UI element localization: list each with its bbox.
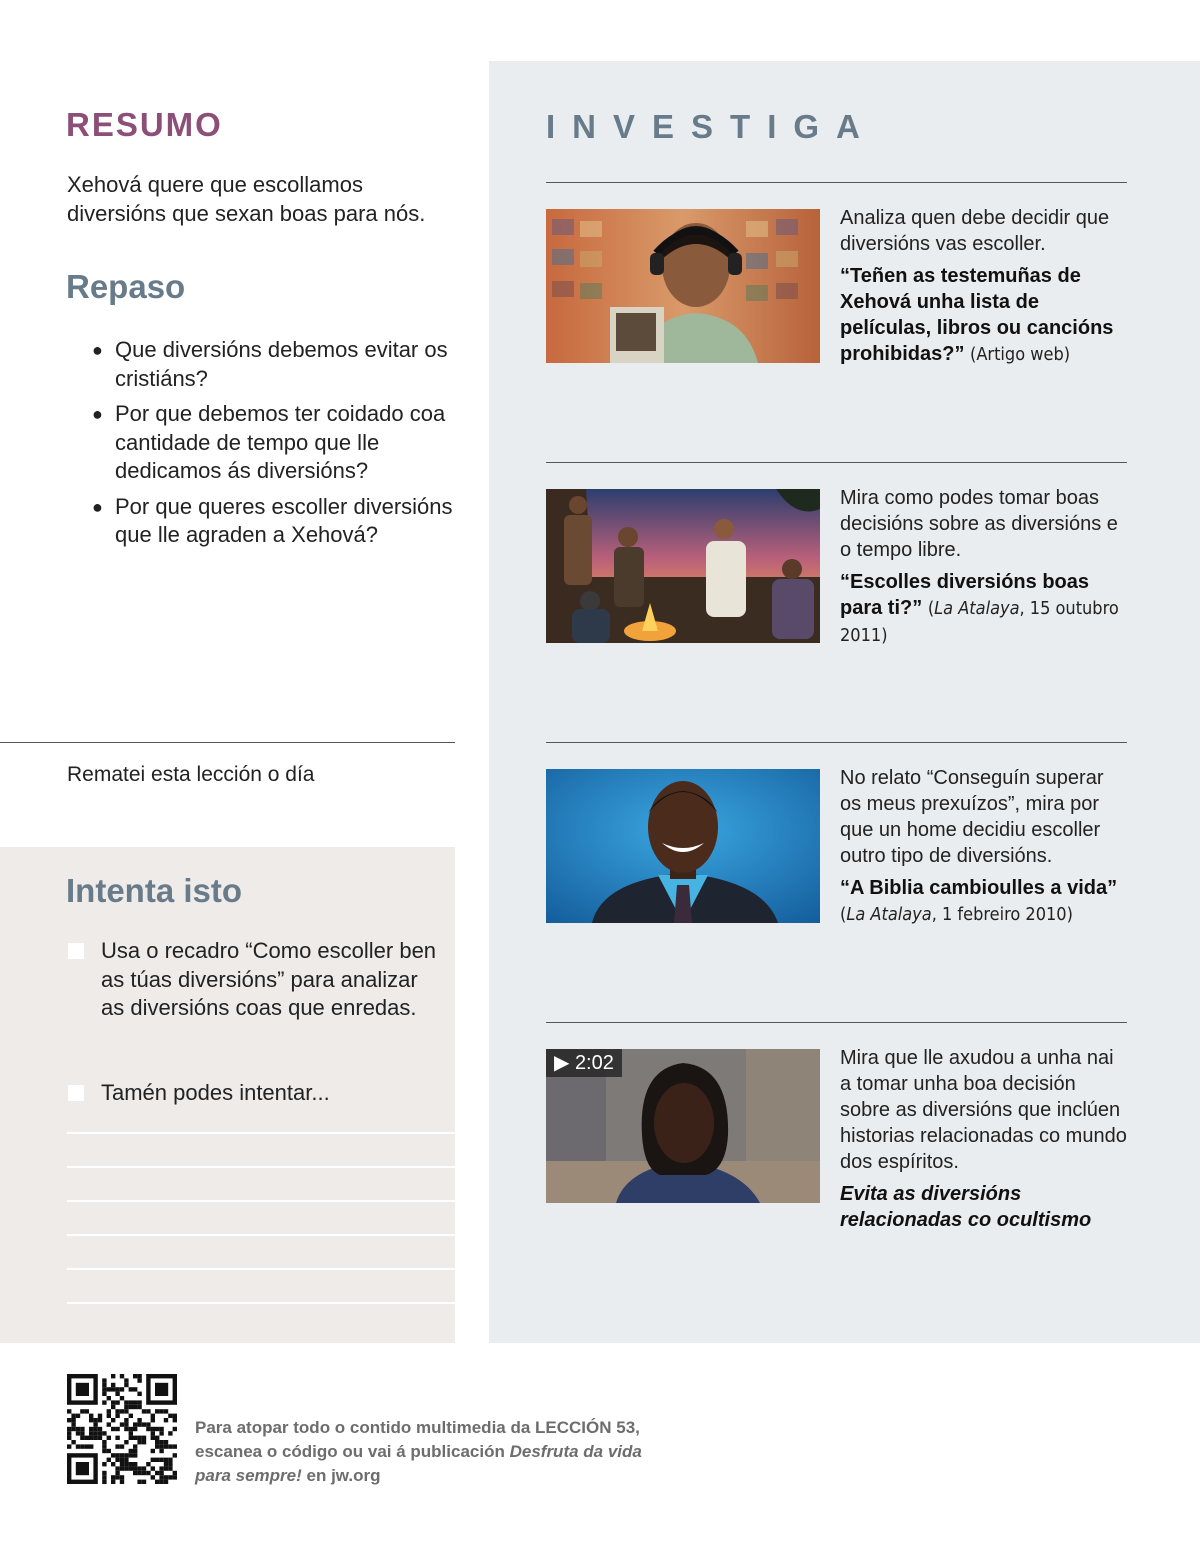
writing-line[interactable]: [67, 1132, 455, 1134]
qr-code-graphic: [67, 1374, 177, 1484]
research-divider: [546, 1022, 1127, 1023]
thumbnail-image: [546, 769, 820, 923]
completion-date-label: Rematei esta lección o día: [67, 763, 315, 786]
entry-description: No relato “Conseguín superar os meus prexuízos”, mira por que un home decidiu escoller outro tipo de diversións.: [840, 767, 1104, 867]
qr-code-icon[interactable]: [67, 1374, 177, 1484]
thumbnail-image: [546, 209, 820, 363]
research-entry: [840, 205, 1130, 368]
try-this-title: Intenta isto: [66, 872, 243, 909]
research-title: INVESTIGA: [546, 108, 877, 145]
review-question: [90, 336, 460, 393]
source-prefix: (: [840, 904, 847, 925]
research-entry: [840, 485, 1130, 649]
entry-title[interactable]: “Teñen as testemuñas de Xehová unha lista de películas, libros ou cancións prohibidas?”: [840, 265, 1114, 365]
task-item[interactable]: [68, 1079, 438, 1108]
footer-publication: Desfruta da vida para sempre!: [195, 1442, 642, 1485]
footer-text: Para atopar todo o contido multimedia da LECCIÓN 53, escanea o código ou vai á publicación: [195, 1418, 640, 1461]
writing-line[interactable]: [67, 1234, 455, 1236]
source-date: , 1 febreiro 2010): [931, 904, 1073, 925]
entry-description: Analiza quen debe decidir que diversións vas escoller.: [840, 207, 1110, 255]
task-item[interactable]: [68, 937, 438, 1023]
summary-text: Xehová quere que escollamos diversións que sexan boas para nós.: [67, 172, 426, 226]
campfire-painting[interactable]: [546, 489, 820, 643]
review-question-text: Por que debemos ter coidado coa cantidade de tempo que lle dedicamos ás diversións?: [115, 401, 446, 483]
task-checkbox[interactable]: [68, 943, 84, 959]
research-divider: [546, 462, 1127, 463]
review-question-text: Que diversións debemos evitar os cristiáns?: [115, 337, 448, 391]
writing-line[interactable]: [67, 1302, 455, 1304]
writing-line[interactable]: [67, 1268, 455, 1270]
source-publication: La Atalaya: [846, 904, 932, 925]
entry-source: (Artigo web): [970, 344, 1071, 365]
review-question: [90, 400, 460, 486]
review-question: [90, 493, 460, 550]
source-publication: La Atalaya: [934, 598, 1020, 619]
woman-video-still[interactable]: [546, 1049, 820, 1203]
research-entry: [840, 1045, 1130, 1233]
review-question-text: Por que queres escoller diversións que lle agraden a Xehová?: [115, 493, 453, 547]
footer-note: [195, 1416, 675, 1488]
review-title: Repaso: [66, 268, 186, 305]
teen-with-headphones-photo[interactable]: [546, 209, 820, 363]
entry-title[interactable]: “A Biblia cambioulles a vida”: [840, 877, 1118, 899]
bullet-icon: ●: [92, 404, 103, 424]
entry-description: Mira que lle axudou a unha nai a tomar unha boa decisión sobre as diversións que inclúen historias relacionadas co mundo dos espíritos.: [840, 1047, 1127, 1173]
entry-title[interactable]: “Escolles diversións boas para ti?”: [840, 571, 1089, 619]
summary-title: RESUMO: [66, 106, 223, 143]
entry-title[interactable]: Evita as diversións relacionadas co ocultismo: [840, 1183, 1092, 1231]
smiling-man-portrait[interactable]: [546, 769, 820, 923]
writing-line[interactable]: [67, 1200, 455, 1202]
source-prefix: (: [927, 598, 935, 619]
review-questions: [90, 336, 460, 557]
entry-link[interactable]: [840, 875, 1130, 928]
entry-link[interactable]: [840, 569, 1130, 649]
bullet-icon: ●: [92, 340, 103, 360]
entry-description: Mira como podes tomar boas decisións sobre as diversións e o tempo libre.: [840, 487, 1118, 561]
research-divider: [546, 742, 1127, 743]
task-text: Usa o recadro “Como escoller ben as túas diversións” para analizar as diversións coas que enredas.: [101, 938, 437, 1020]
entry-source: [840, 904, 1073, 925]
footer-site: en jw.org: [301, 1466, 381, 1485]
video-duration-badge[interactable]: ▶ 2:02: [546, 1049, 622, 1077]
bullet-icon: ●: [92, 496, 103, 517]
writing-line[interactable]: [67, 1166, 455, 1168]
source-date: , 15 outubro 2011): [840, 598, 1119, 646]
thumbnail-image: [546, 489, 820, 643]
research-entry: [840, 765, 1130, 928]
entry-link[interactable]: [840, 263, 1130, 368]
task-text: Tamén podes intentar...: [101, 1080, 330, 1105]
research-divider: [546, 182, 1127, 183]
section-divider: [0, 742, 455, 743]
task-checkbox[interactable]: [68, 1085, 84, 1101]
